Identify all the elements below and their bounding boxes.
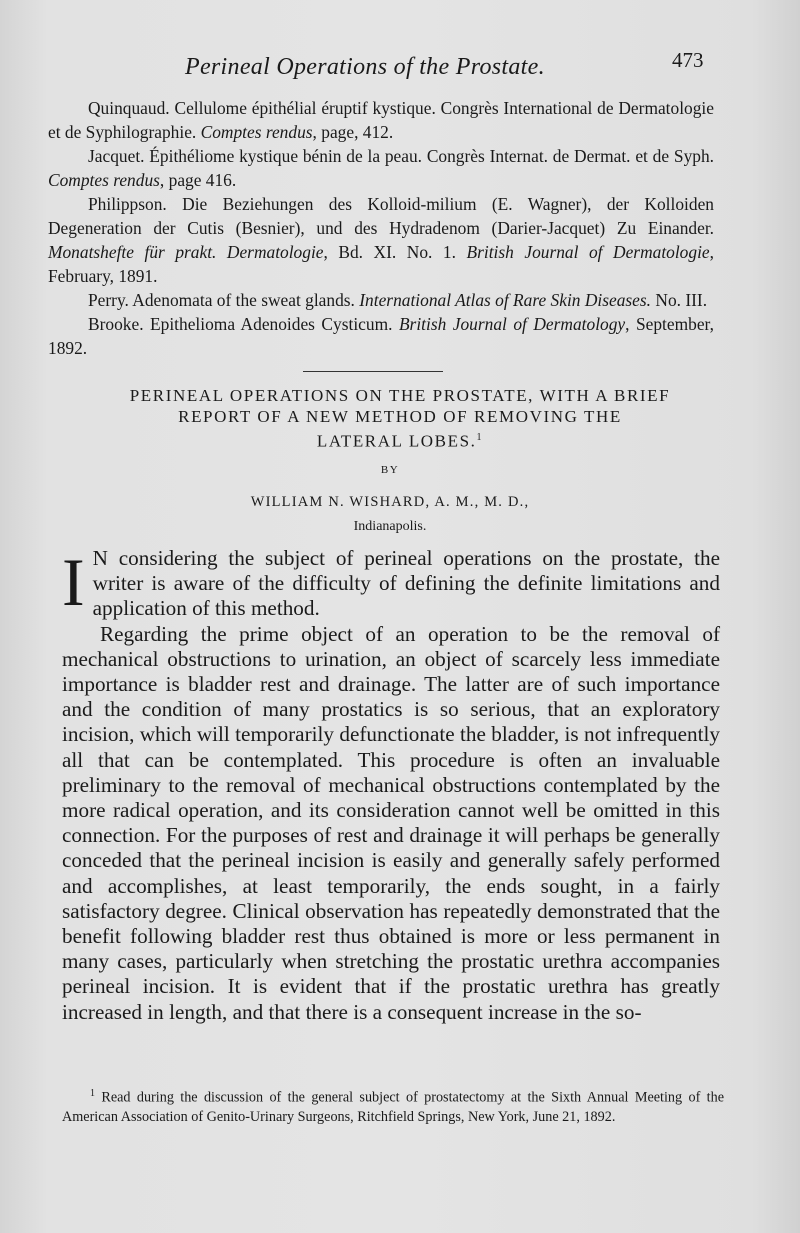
paragraph <box>62 622 720 1025</box>
author-name: WILLIAM N. WISHARD, A. M., M. D., <box>250 494 530 510</box>
reference-journal: Monatshefte für prakt. Dermatologie <box>48 242 324 262</box>
reference-tail: , February, 1891. <box>48 242 714 286</box>
reference-item <box>48 312 714 360</box>
page-number: 473 <box>672 48 704 72</box>
title-line: REPORT OF A NEW METHOD OF REMOVING THE <box>178 407 622 426</box>
page-header <box>0 48 800 84</box>
reference-text: Die Beziehungen des Kolloid-milium (E. Wagner), der Kolloiden Degeneration der Cutis (Besnier), und des Hydradenom (Darier-Jacquet) Zu Einander. <box>48 194 714 238</box>
byline-label: BY <box>380 464 400 476</box>
title-line: PERINEAL OPERATIONS ON THE PROSTATE, WITH A BRIEF <box>129 386 671 405</box>
paragraph-text: N considering the subject of perineal operations on the prostate, the writer is aware of the difficulty of defining the definite limitations and application of this method. <box>92 546 720 621</box>
reference-author: Jacquet. <box>88 146 145 166</box>
title-line-last <box>40 427 760 452</box>
running-title: Perineal Operations of the Prostate. <box>185 54 545 80</box>
footnote-mark: 1 <box>90 1088 95 1099</box>
article-body <box>62 546 720 1025</box>
paragraph <box>62 546 720 622</box>
drop-cap: I <box>62 544 85 620</box>
paragraph-text: Regarding the prime object of an operation to be the removal of mechanical obstructions to urination, an object of scarcely less immediate importance is bladder rest and drainage. The latter are of such importance and the condition of many prostatics is so serious, that an exploratory incision, which will temporarily defunctionate the bladder, is not infrequently all that can be contemplated. This procedure is often an invaluable preliminary to the removal of mechanical obstructions contemplated by the more radical operation, and its consideration cannot well be omitted in this connection. For the purposes of rest and drainage it will perhaps be generally conceded that the perineal incision is easily and generally safely performed and accomplishes, at least temporarily, the ends sought, in a fairly satisfactory degree. Clinical observation has repeatedly demonstrated that the benefit following bladder rest thus obtained is more or less permanent in many cases, particularly when stretching the prostatic urethra accompanies perineal incision. It is evident that if the prostatic urethra has greatly increased in length, and that there is a consequent increase in the so- <box>62 621 720 1024</box>
section-divider <box>303 371 443 372</box>
reference-text: Epithelioma Adenoides Cysticum. <box>143 314 399 334</box>
footnote <box>62 1084 724 1127</box>
reference-text: Adenomata of the sweat glands. <box>128 290 360 310</box>
reference-list <box>48 96 714 360</box>
title-line: LATERAL LOBES. <box>316 431 477 451</box>
reference-item <box>48 192 714 288</box>
reference-author: Brooke. <box>88 314 144 334</box>
reference-text: Cellulome épithélial éruptif kystique. Congrès International de Dermatologie et de Syphilographie. <box>48 98 714 142</box>
reference-item <box>48 144 714 192</box>
reference-tail: No. III. <box>651 290 708 310</box>
reference-journal: International Atlas of Rare Skin Diseases. <box>359 290 652 310</box>
reference-tail: , page 416. <box>159 170 237 190</box>
footnote-text-block <box>62 1084 724 1127</box>
reference-item <box>48 288 714 312</box>
reference-item <box>48 96 714 144</box>
reference-journal: Comptes rendus <box>48 170 160 190</box>
reference-author: Perry. <box>88 290 129 310</box>
reference-author: Quinquaud. <box>88 98 170 118</box>
footnote-reference: 1 <box>476 432 484 443</box>
author-location: Indianapolis. <box>353 519 427 534</box>
reference-text: Épithéliome kystique bénin de la peau. Congrès Internat. de Dermat. et de Syph. <box>144 146 714 166</box>
reference-tail: , Bd. XI. No. 1. <box>323 242 467 262</box>
reference-author: Philippson. <box>88 194 167 214</box>
reference-tail: , September, 1892. <box>48 314 714 358</box>
footnote-text: Read during the discussion of the general subject of prostatectomy at the Sixth Annual Meeting of the American Association of Genito-Urinary Surgeons, Ritchfield Springs, New York, June 21, 1892. <box>62 1089 724 1125</box>
article-title <box>40 385 760 452</box>
reference-tail: , page, 412. <box>312 122 394 142</box>
reference-journal: Comptes rendus <box>200 122 313 142</box>
reference-journal: British Journal of Dermatology <box>398 314 626 334</box>
reference-journal: British Journal of Dermatologie <box>466 242 710 262</box>
